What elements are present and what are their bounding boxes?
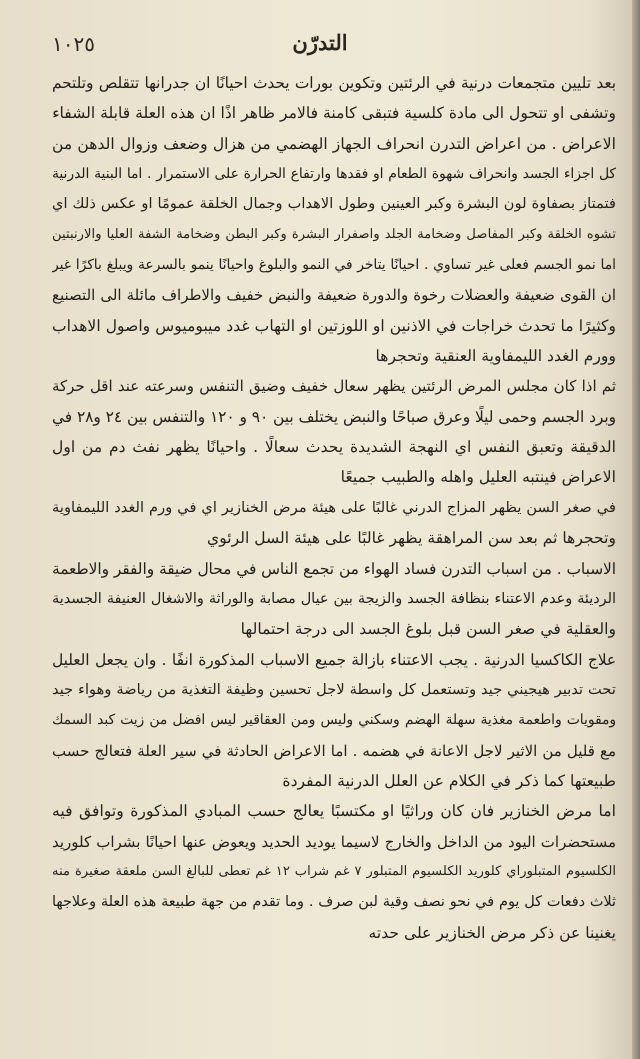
text-line: الدقيقة وتعبق النفس اي النهجة الشديدة يحدث سعالًا . واحيانًا يظهر نفث دم من اول (52, 438, 616, 457)
text-line: وورم الغدد الليمفاوية العنقية وتحجرها (375, 347, 616, 366)
text-line: كل اجزاء الجسد وانحراف شهوة الطعام او فقدها وارتفاع الحرارة على الاستمرار . اما البنية الدرنية (52, 166, 616, 183)
text-line: مع قليل من الاثير لاجل الاعانة في هضمه . اما الاعراض الحادثة في سير العلة فتعالج حسب (52, 741, 616, 760)
text-line: والعقلية في صغر السن قبل بلوغ الجسد الى درجة احتمالها (240, 620, 616, 639)
text-line: تشوه الخلقة وكبر المفاصل وضخامة الجلد واصفرار البشرة وكبر البطن وضخامة الشفة العليا والارنبتين (52, 226, 616, 242)
text-line: الاعراض . من اعراض التدرن انحراف الجهاز الهضمي من هزال وضعف وزوال الدهن من (52, 134, 616, 153)
text-line: ان القوى ضعيفة والعضلات رخوة والدورة ضعيفة والنبض خفيف والاطراف مائلة الى التصنيع (52, 286, 616, 305)
text-line: في صغر السن يظهر المزاج الدرني غالبًا على هيئة مرض الخنازير اي في ورم الغدد الليمفاوية (52, 498, 616, 516)
text-line: اما نمو الجسم فعلى غير تساوي . احيانًا يتاخر في النمو والبلوغ واحيانًا ينمو بالسرعة ويبلغ باكرًا غير (52, 257, 616, 274)
body-text (52, 68, 616, 1038)
text-line: وتحجرها ثم بعد سن المراهقة يظهر غالبًا على هيئة السل الرئوي (207, 529, 616, 548)
page-spine-shadow (632, 0, 640, 1059)
text-line: وكثيرًا ما تحدث خراجات في الاذنين او اللوزتين او التهاب غدد ميبوميوس واصول الاهداب (52, 316, 616, 335)
text-line: ومقويات واطعمة مغذية سهلة الهضم وسكني وليس ومن العقاقير ليس افضل من زيت كبد السمك (52, 712, 616, 729)
text-line: وتشفى او تتحول الى مادة كلسية فتبقى كامنة فالامر ظاهر اذًا ان هذه العلة قابلة الشفاء (52, 104, 616, 123)
text-line: يغنينا عن ذكر مرض الخنازير على حدته (368, 923, 616, 942)
text-line: الكلسيوم المتبلوراي كلوريد الكلسيوم المتبلور ٧ غم شراب ١٢ غم تعطى للبالغ السن ملعقة صغيرة منه (52, 863, 616, 879)
text-line: بعد تليين متجمعات درنية في الرئتين وتكوين بورات يحدث احيانًا ان جدرانها تتقلص وتلتحم (52, 74, 616, 92)
page-header (52, 30, 588, 64)
text-line: وبرد الجسم وحمى ليلًا وعرق صباحًا والنبض يختلف بين ٩٠ و ١٢٠ والتنفس بين ٢٤ و٢٨ في (52, 407, 616, 426)
text-line: الاعراض فينتبه العليل واهله والطبيب جميعًا (340, 468, 616, 487)
text-line: ثلاث دفعات كل يوم في نحو نصف وقية لبن صرف . وما تقدم من جهة طبيعة هذه العلة وعلاجها (52, 894, 616, 911)
text-line: علاج الكاكسيا الدرنية . يجب الاعتناء بازالة جميع الاسباب المذكورة انفًا . وان يجعل العليل (52, 650, 616, 669)
text-line: تحت تدبير هيجيني جيد وتستعمل كل واسطة لاجل تحسين وظيفة التغذية من رياضة وهواء جيد (52, 680, 616, 698)
text-line: ثم اذا كان مجلس المرض الرئتين يظهر سعال خفيف وضيق التنفس وسرعته عند اقل حركة (52, 377, 616, 396)
running-title: التدرّن (292, 30, 348, 55)
text-line: فتمتاز بصفاوة لون البشرة وكبر العينين وطول الاهداب وجمال الخلقة عمومًا او عكس ذلك اي (52, 195, 616, 213)
text-line: مستحضرات اليود من الداخل والخارج لاسيما يوديد الحديد ويعوض عنها احيانًا بشراب كلوريد (52, 832, 616, 851)
page-number: ١٠٢٥ (52, 32, 95, 56)
text-line: الرديئة وعدم الاعتناء بنظافة الجسد والزيجة بين عيال مصابة والوراثة والاشغال العنيفة الجسدية (52, 590, 616, 607)
text-line: اما مرض الخنازير فان كان وراثيًا او مكتسبًا يعالج حسب المبادي المذكورة وتوافق فيه (52, 802, 616, 821)
text-line: الاسباب . من اسباب التدرن فساد الهواء من تجمع الناس في محال ضيقة والفقر والاطعمة (52, 559, 616, 578)
text-line: طبيعتها كما ذكر في الكلام عن العلل الدرنية المفردة (282, 771, 616, 790)
